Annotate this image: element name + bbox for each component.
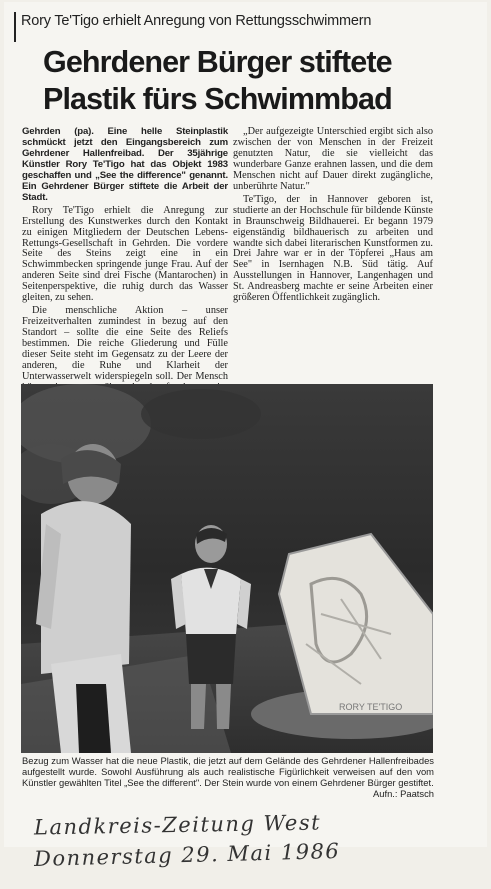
photo-caption — [22, 755, 434, 799]
handwritten-source: Landkreis-Zeitung West — [33, 810, 322, 840]
article-column-right — [233, 127, 433, 306]
article-paragraph-2: Die menschliche Aktion – unser Freizeitverhalten zumindest in bezug auf den Standort – sollte die eine Seite des Reliefs bestimmen. Die reiche Gliederung und Fülle dieser Seite steht im Gegensatz zu der Leere der anderen, die Ruhe und Klarheit der Unterwasserwelt widerspiegeln soll. Der Mensch — [22, 305, 228, 382]
article-kicker: Rory Te'Tigo erhielt Anregung von Rettungsschwimmern — [21, 13, 372, 29]
caption-text: Bezug zum Wasser hat die neue Plastik, die jetzt auf dem Gelände des Gehrdener Hallenfreibades aufgestellt wurde. Sowohl Ausführung als auch realistische Figürlichkeit verweisen auf den vom Künstler gewählten Titel „See the different". Der Stein wurde von einem Gehrdener Bürger gestiftet. — [22, 755, 434, 788]
headline-line-2: Plastik fürs Schwimmbad — [43, 82, 392, 116]
article-photo — [21, 384, 433, 753]
handwritten-date: Donnerstag 29. Mai 1986 — [33, 838, 341, 872]
kicker-rule — [14, 12, 16, 42]
article-paragraph-3: „Der aufgezeigte Unterschied ergibt sich also zwischen der von Menschen in der Freizeit genutzten Natur, die sie vielleicht das wunderbare Ganze erahnen lassen, und die dem Menschen nicht auf Dauer direkt zugängliche, unberührte Natur." — [233, 126, 433, 192]
article-headline — [43, 44, 473, 118]
article-lead: Gehrden (pa). Eine helle Steinplastik schmückt jetzt den Eingangsbereich zum Gehrdener Hallenfreibad. Der 35jährige Künstler Rory Te'Tigo hat das Objekt 1983 geschaffen und „See the difference" genannt. Ein Gehrdener Bürger stiftete die Arbeit der Stadt. — [22, 126, 228, 203]
article-paragraph-4: Te'Tigo, der in Hannover geboren ist, studierte an der Hochschule für bildende Künste in Braunschweig Bildhauerei. Er begann 1979 eigenständig bildhauerisch zu arbeiten und wandte sich dabei literarischen Kunstformen zu. Drei Jahre war er in der Töpferei „Haus am See" in Isernhagen N.B. Süd tätig. Auf Ausstellungen in Hannover, Langenhagen und St. Andreasberg machte er seine Arbeiten einer größeren Öffentlichkeit zugänglich. — [233, 193, 433, 304]
photo-credit: Aufn.: Paatsch — [373, 788, 434, 799]
headline-line-1: Gehrdener Bürger stiftete — [43, 45, 392, 79]
article-paragraph-1: Rory Te'Tigo erhielt die Anregung zur Erstellung des Kunstwerkes durch den Kontakt zu einigen Mitgliedern der Deutschen Lebens-Rettungs-Gesellschaft in Gehrden. Die vordere Seite des Steins zeigt eine in ein Schwimmbecken springende junge Frau. Auf der anderen Seite sind drei Fische (Mantarochen) in Seitenperspektive, die ruhig durch das Wasser gleiten, zu sehen. — [22, 204, 228, 304]
sculpture-inscription: RORY TE'TIGO — [339, 702, 403, 712]
